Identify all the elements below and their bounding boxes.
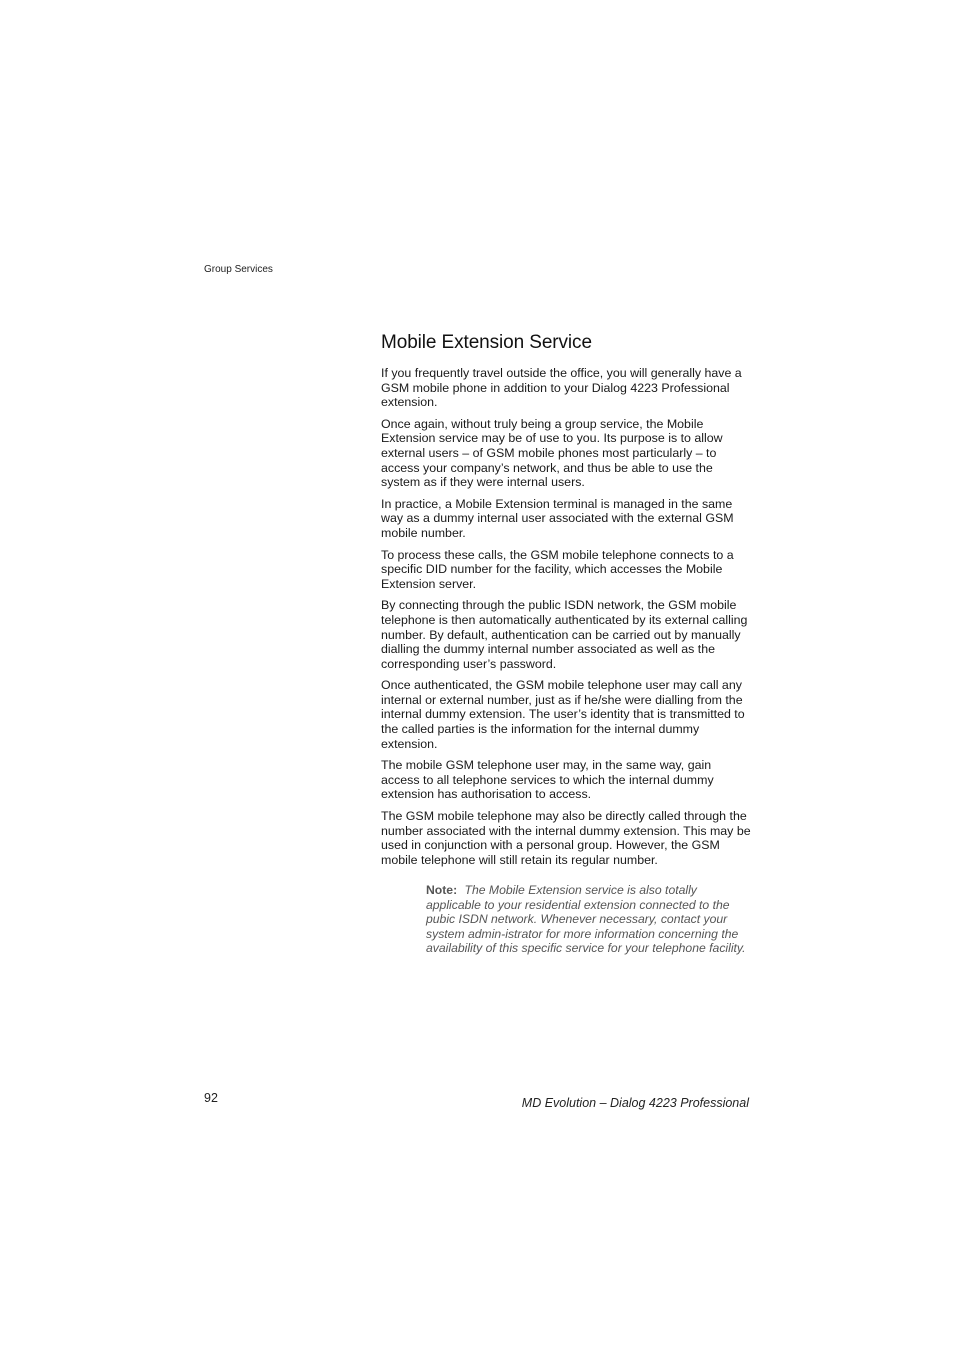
note-text: The Mobile Extension service is also totally applicable to your residential extension connected to the pubic ISDN network. Whenever necessary, contact your system admin-istrator for more information concerning the availability of this specific service for your telephone facility. [426,883,746,956]
paragraph-intro: If you frequently travel outside the office, you will generally have a GSM mobile phone in addition to your Dialog 4223 Professional extension. [381,366,742,410]
footer-document-title: MD Evolution – Dialog 4223 Professional [521,1096,749,1110]
note-label: Note: [426,883,458,898]
paragraph-process: To process these calls, the GSM mobile telephone connects to a specific DID number for the facility, which accesses the Mobile Extension server. [381,547,734,591]
paragraph-authentication: By connecting through the public ISDN network, the GSM mobile telephone is then automatically authenticated by its external calling number. By default, authentication can be carried out by manually dialling the dummy internal number associated as well as the corresponding user’s password. [381,598,748,671]
paragraph-calling: Once authenticated, the GSM mobile telephone user may call any internal or external number, just as if he/she were dialling from the internal dummy extension. The user’s identity that is transmitted to the called parties is the information for the internal dummy extension. [381,678,745,751]
note-box [426,883,753,955]
running-header: Group Services [204,264,273,275]
paragraph-practice: In practice, a Mobile Extension terminal is managed in the same way as a dummy internal user associated with the external GSM mobile number. [381,496,734,540]
paragraph-direct-calls: The GSM mobile telephone may also be directly called through the number associated with the internal dummy extension. This may be used in conjunction with a personal group. However, the GSM mobile telephone will still retain its regular number. [381,809,751,867]
page-number: 92 [204,1091,218,1105]
paragraph-services-access: The mobile GSM telephone user may, in the same way, gain access to all telephone services to which the internal dummy extension has authorisation to access. [381,758,714,802]
main-content [381,332,753,955]
page-title: Mobile Extension Service [381,332,592,353]
paragraph-purpose: Once again, without truly being a group service, the Mobile Extension service may be of use to you. Its purpose is to allow external users – of GSM mobile phones most particularly – to access your company’s network, and thus be able to use the system as if they were internal users. [381,416,723,490]
